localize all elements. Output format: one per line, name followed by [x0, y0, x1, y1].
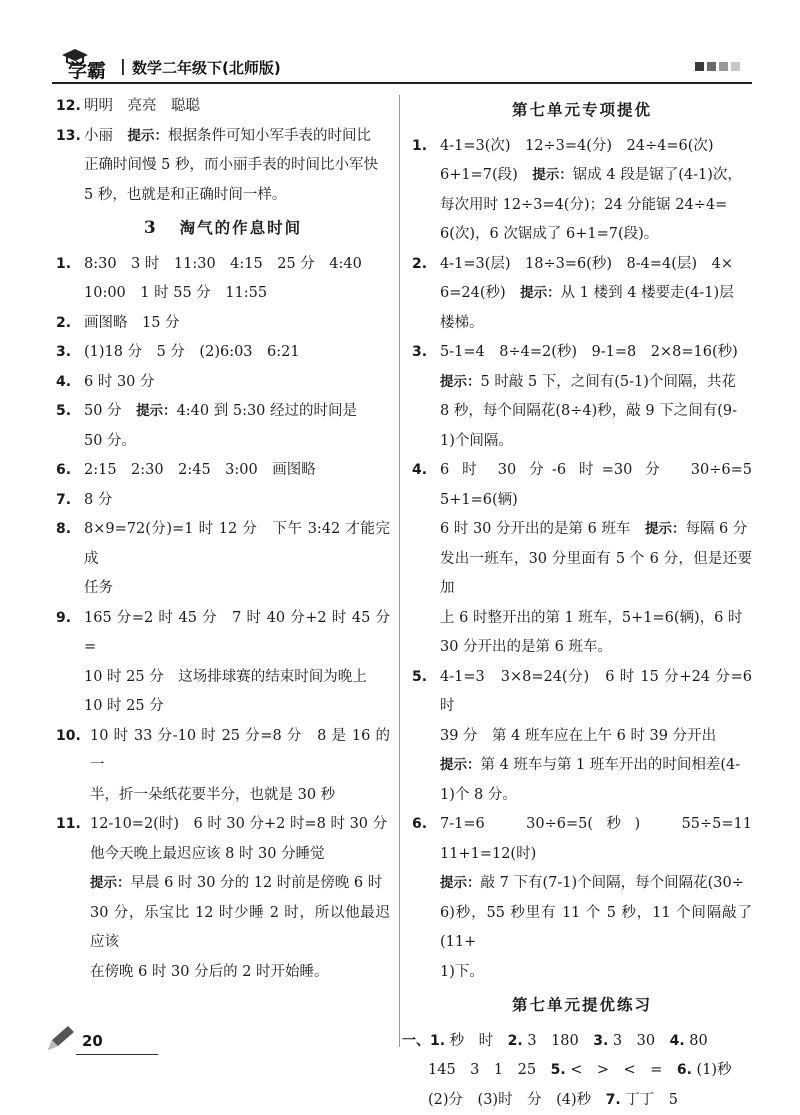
answer-text: 上 6 时整开出的第 1 班车，5+1=6(辆)，6 时	[440, 604, 752, 634]
section-name: 淘气的作息时间	[180, 219, 303, 237]
answer-text: 1)下。	[440, 958, 752, 988]
item-number: 4.	[412, 456, 427, 486]
hint-label: 提示：	[136, 403, 177, 419]
answer-text: 小丽	[84, 128, 128, 144]
answer-item	[412, 810, 752, 987]
answer-text: 1)个间隔。	[440, 427, 752, 457]
header-separator: |	[120, 56, 126, 75]
item-number: 6.	[412, 810, 427, 840]
answer-text: 10 时 25 分 这场排球赛的结束时间为晚上	[84, 663, 390, 693]
item-number: 3.	[593, 1033, 608, 1049]
answer-text: 6=24(秒)	[440, 285, 520, 301]
answer-text: 8×9=72(分)=1 时 12 分 下午 3:42 才能完成	[84, 515, 390, 574]
answer-text: 4:40 到 5:30 经过的时间是	[177, 403, 357, 419]
item-number: 10.	[56, 722, 81, 752]
answer-item	[412, 338, 752, 456]
answer-text: 6 时 30 分开出的是第 6 班车	[440, 521, 645, 537]
answer-text: 30 分开出的是第 6 班车。	[440, 633, 752, 663]
item-number: 1.	[412, 132, 427, 162]
answer-item	[56, 604, 390, 722]
item-number: 9.	[56, 604, 71, 634]
logo-text: 学霸	[68, 56, 106, 83]
item-number: 5.	[56, 397, 71, 427]
item-number: 3.	[412, 338, 427, 368]
answer-text: 他今天晚上最迟应该 8 时 30 分睡觉	[90, 840, 390, 870]
part-label: 一、	[402, 1033, 430, 1049]
hint-label: 提示：	[90, 875, 131, 891]
hint-label: 提示：	[520, 285, 561, 301]
header-decor-squares	[695, 62, 740, 71]
answer-text: (1)18 分 5 分 (2)6:03 6:21	[84, 344, 300, 360]
item-number: 7.	[56, 486, 71, 516]
answer-text: 丁丁 5	[621, 1092, 678, 1108]
answer-text: 8 秒，每个间隔花(8÷4)秒，敲 9 下之间有(9-	[440, 397, 752, 427]
item-number: 4.	[670, 1033, 685, 1049]
answer-item	[56, 810, 390, 987]
answer-text: < > < =	[566, 1062, 677, 1078]
section-number: 3	[144, 214, 158, 244]
page-number: 20	[82, 1032, 103, 1050]
hint-label: 提示：	[645, 521, 686, 537]
answer-text: 165 分=2 时 45 分 7 时 40 分+2 时 45 分=	[84, 604, 390, 663]
answer-item	[412, 663, 752, 811]
page-header	[52, 42, 752, 86]
hint-label: 提示：	[440, 374, 481, 390]
book-title: 数学二年级下(北师版)	[132, 57, 281, 78]
answer-item	[56, 92, 390, 122]
answer-text: 50 分	[84, 403, 136, 419]
item-number: 1.	[430, 1033, 445, 1049]
answer-text: 12-10=2(时) 6 时 30 分+2 时=8 时 30 分	[90, 810, 390, 840]
answer-text: 4-1=3(次) 12÷3=4(分) 24÷4=6(次)	[440, 132, 752, 162]
section-title: 第七单元专项提优	[412, 96, 752, 126]
answer-text: 3 30	[608, 1033, 669, 1049]
answer-text: 4-1=3(层) 18÷3=6(秒) 8-4=4(层) 4×	[440, 250, 752, 280]
answer-text: 在傍晚 6 时 30 分后的 2 时开始睡。	[90, 958, 390, 988]
hint-label: 提示：	[532, 167, 573, 183]
answer-item	[412, 456, 752, 663]
item-number: 6.	[56, 456, 71, 486]
answer-item	[56, 486, 390, 516]
answer-text: 10 时 33 分-10 时 25 分=8 分 8 是 16 的一	[90, 722, 390, 781]
answer-text: 39 分 第 4 班车应在上午 6 时 39 分开出	[440, 722, 752, 752]
answer-text: 从 1 楼到 4 楼要走(4-1)层	[561, 285, 734, 301]
item-number: 11.	[56, 810, 81, 840]
hint-label: 提示：	[440, 757, 481, 773]
answer-text: 8:30 3 时 11:30 4:15 25 分 4:40	[84, 250, 390, 280]
answer-item	[412, 250, 752, 339]
answer-text: 正确时间慢 5 秒，而小丽手表的时间比小军快	[84, 151, 390, 181]
answer-text: 每次用时 12÷3=4(分)；24 分能锯 24÷4=	[440, 191, 752, 221]
item-number: 6.	[677, 1062, 692, 1078]
answer-text: 3 180	[523, 1033, 594, 1049]
answer-text: 8 分	[84, 492, 112, 508]
answer-item	[56, 368, 390, 398]
answer-item	[56, 722, 390, 811]
footer-rule	[76, 1054, 158, 1055]
answer-text: 锯成 4 段是锯了(4-1)次，	[573, 167, 742, 183]
item-number: 5.	[412, 663, 427, 693]
decor-square	[731, 62, 740, 71]
answer-text: 敲 7 下有(7-1)个间隔，每个间隔花(30÷	[481, 875, 744, 891]
left-column	[56, 92, 390, 987]
section-title: 第七单元提优练习	[412, 991, 752, 1021]
hint-label: 提示：	[128, 128, 169, 144]
answer-text: 每隔 6 分	[685, 521, 747, 537]
item-number: 8.	[56, 515, 71, 545]
answer-item	[56, 515, 390, 604]
answer-text: 6(次)，6 次锯成了 6+1=7(段)。	[440, 220, 752, 250]
answer-item	[56, 250, 390, 309]
answer-text: 80	[685, 1033, 708, 1049]
answer-text: 6+1=7(段)	[440, 167, 532, 183]
answer-text: 6 时 30 分-6 时=30 分 30÷6=5 5+1=6(辆)	[440, 456, 752, 515]
answer-text: 第 4 班车与第 1 班车开出的时间相差(4-	[481, 757, 741, 773]
answer-text: 5 秒，也就是和正确时间一样。	[84, 181, 390, 211]
answer-text: 30 分，乐宝比 12 时少睡 2 时，所以他最迟应该	[90, 899, 390, 958]
item-number: 3.	[56, 338, 71, 368]
answer-text: 4-1=3 3×8=24(分) 6 时 15 分+24 分=6 时	[440, 663, 752, 722]
answer-text: 7-1=6 30÷6=5(秒) 55÷5=11 11+1=12(时)	[440, 810, 752, 869]
answer-text: 发出一班车，30 分里面有 5 个 6 分，但是还要加	[440, 545, 752, 604]
answer-text: 秒 时	[445, 1033, 508, 1049]
answer-text: 6 时 30 分	[84, 374, 155, 390]
answer-text: 任务	[84, 574, 390, 604]
answer-text: 6)秒，55 秒里有 11 个 5 秒，11 个间隔敲了(11+	[440, 899, 752, 958]
answer-text: 10 时 25 分	[84, 692, 390, 722]
hint-label: 提示：	[440, 875, 481, 891]
answer-text: 早晨 6 时 30 分的 12 时前是傍晚 6 时	[131, 875, 383, 891]
answer-item	[56, 338, 390, 368]
logo	[58, 48, 128, 82]
item-number: 7.	[606, 1092, 621, 1108]
item-number: 12.	[56, 92, 81, 122]
answer-text: (2)分 (3)时 分 (4)秒	[428, 1092, 606, 1108]
answer-item	[56, 122, 390, 211]
answer-text: 5 时敲 5 下，之间有(5-1)个间隔，共花	[481, 374, 736, 390]
decor-square	[695, 62, 704, 71]
section-title	[56, 214, 390, 244]
column-divider	[399, 95, 400, 1047]
answer-item	[412, 132, 752, 250]
pencil-icon	[44, 1024, 78, 1054]
item-number: 2.	[508, 1033, 523, 1049]
answer-text: 5-1=4 8÷4=2(秒) 9-1=8 2×8=16(秒)	[440, 338, 752, 368]
answer-text: 10:00 1 时 55 分 11:55	[84, 279, 390, 309]
item-number: 13.	[56, 122, 81, 152]
answer-text: 楼梯。	[440, 309, 752, 339]
answer-item	[56, 397, 390, 456]
decor-square	[707, 62, 716, 71]
answer-item	[56, 309, 390, 339]
item-number: 2.	[56, 309, 71, 339]
answer-text: 画图略 15 分	[84, 315, 180, 331]
answer-text: 145 3 1 25	[428, 1062, 551, 1078]
answer-text: 半，折一朵纸花要半分，也就是 30 秒	[90, 781, 390, 811]
page-footer	[40, 1018, 140, 1058]
right-column	[412, 92, 752, 1115]
answer-text: 2:15 2:30 2:45 3:00 画图略	[84, 462, 316, 478]
header-rule	[52, 82, 752, 84]
decor-square	[719, 62, 728, 71]
exercise-answers	[402, 1027, 752, 1115]
answer-text: 1)个 8 分。	[440, 781, 752, 811]
item-number: 1.	[56, 250, 71, 280]
answer-text: 50 分。	[84, 427, 390, 457]
answer-text: 根据条件可知小军手表的时间比	[168, 128, 371, 144]
answer-text: 明明 亮亮 聪聪	[84, 98, 200, 114]
answer-item	[56, 456, 390, 486]
item-number: 2.	[412, 250, 427, 280]
item-number: 5.	[551, 1062, 566, 1078]
item-number: 4.	[56, 368, 71, 398]
answer-text: (1)秒	[692, 1062, 732, 1078]
